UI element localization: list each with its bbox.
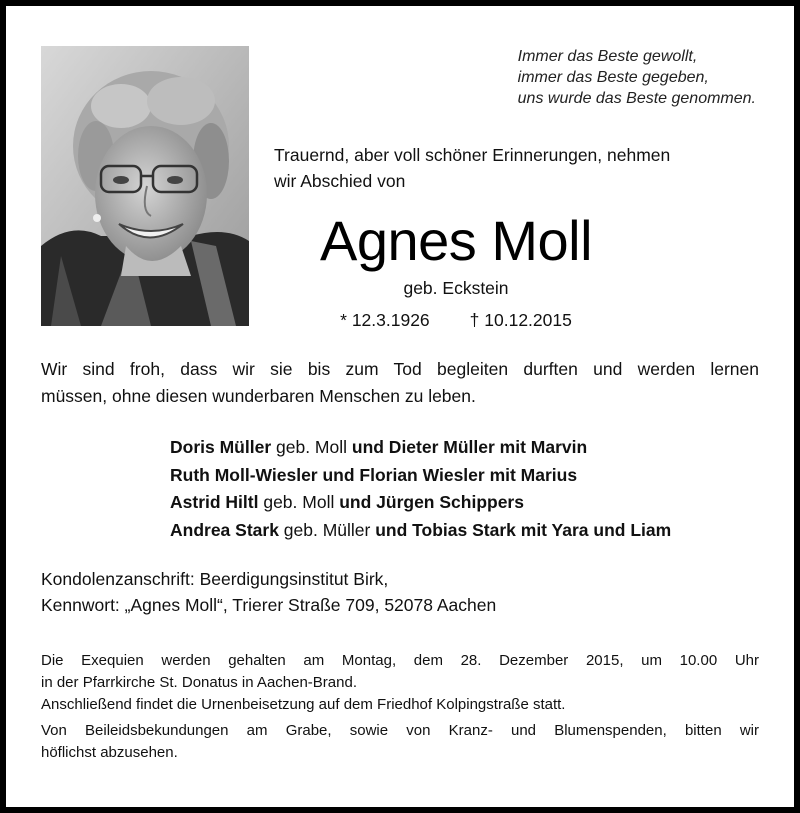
obituary-notice — [6, 6, 794, 807]
birth-name: geb. Eckstein — [403, 278, 509, 298]
condolence-address — [41, 566, 496, 618]
ceremony-line: Von Beileidsbekundungen am Grabe, sowie von Kranz- und Blumenspenden, bitten wir — [41, 722, 759, 739]
intro-line: wir Abschied von — [274, 171, 406, 191]
family-name: Doris Müller — [170, 437, 272, 457]
ceremony-info — [41, 650, 759, 764]
poem-line: Immer das Beste gewollt, — [517, 48, 698, 65]
ceremony-line: Die Exequien werden gehalten am Montag, dem 28. Dezember 2015, um 10.00 Uhr — [41, 652, 759, 669]
portrait-photo — [41, 46, 249, 326]
family-name: Andrea Stark — [170, 519, 279, 540]
family-row — [170, 517, 671, 545]
family-partner: und Tobias Stark mit Yara und Liam — [375, 519, 672, 540]
poem-line: immer das Beste gegeben, — [517, 69, 709, 86]
poem-line: uns wurde das Beste genommen. — [517, 90, 756, 107]
family-maiden: geb. Müller — [278, 519, 376, 540]
family-partner: und Dieter Müller mit Marvin — [351, 437, 588, 457]
family-partner: und Jürgen Schippers — [339, 492, 524, 512]
condolence-line: Kondolenzanschrift: Beerdigungsinstitut Birk, — [41, 569, 389, 589]
farewell-text — [41, 356, 759, 410]
family-maiden: geb. Moll — [271, 437, 352, 457]
life-dates — [256, 308, 656, 332]
family-list — [170, 434, 671, 544]
family-maiden: geb. Moll — [258, 492, 340, 512]
family-name: Ruth Moll-Wiesler und Florian Wiesler mit Marius — [170, 464, 578, 485]
intro-text — [274, 142, 754, 194]
farewell-line: müssen, ohne diesen wunderbaren Menschen zu leben. — [41, 386, 476, 406]
deceased-name: Agnes Moll — [319, 209, 593, 272]
family-name: Astrid Hiltl — [170, 492, 259, 512]
birth-date: * 12.3.1926 — [340, 310, 430, 330]
death-date: † 10.12.2015 — [469, 310, 572, 330]
ceremony-line: Anschließend findet die Urnenbeisetzung auf dem Friedhof Kolpingstraße statt. — [41, 696, 566, 713]
ceremony-line: in der Pfarrkirche St. Donatus in Aachen-Brand. — [41, 674, 357, 691]
farewell-line: Wir sind froh, dass wir sie bis zum Tod begleiten durften und werden lernen — [41, 359, 759, 379]
family-row — [170, 462, 671, 490]
family-row — [170, 489, 671, 517]
intro-line: Trauernd, aber voll schöner Erinnerungen, nehmen — [274, 145, 671, 165]
family-row — [170, 434, 671, 462]
portrait-image — [41, 46, 249, 326]
ceremony-line: höflichst abzusehen. — [41, 744, 178, 761]
poem — [518, 46, 756, 109]
condolence-line: Kennwort: „Agnes Moll“, Trierer Straße 709, 52078 Aachen — [41, 595, 497, 615]
